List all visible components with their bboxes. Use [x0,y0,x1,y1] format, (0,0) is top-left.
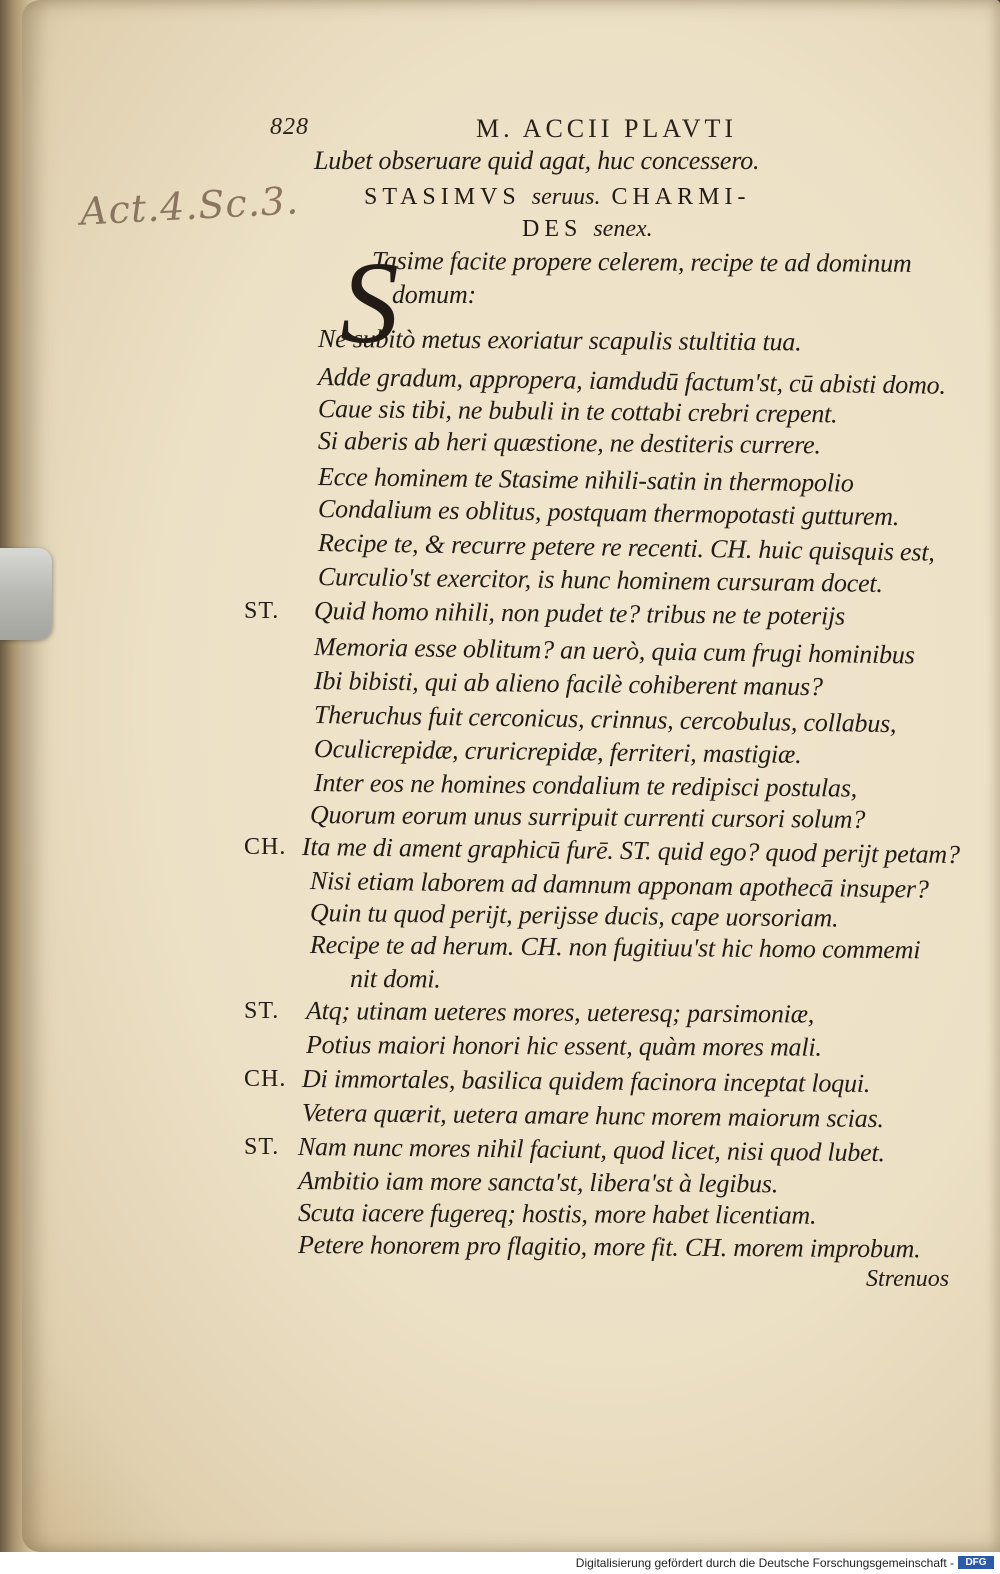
speaker-label: CH. [244,834,287,860]
verse-line: Ne subitò metus exoriatur scapulis stultitia tua. [317,324,802,357]
verse-line: Si aberis ab heri quæstione, ne destiteris currere. [317,426,821,460]
page-clip [0,548,52,640]
first-line: Lubet obseruare quid agat, huc concessero. [314,146,760,175]
verse-line: Quin tu quod perijt, perijsse ducis, cape uorsoriam. [309,898,839,933]
verse-line: Memoria esse oblitum? an uerò, quia cum frugi hominibus [313,632,915,670]
drop-cap: S [340,237,399,368]
verse-line: Quorum eorum unus surripuit currenti cursori solum? [309,800,866,834]
verse-line: Nam nunc mores nihil faciunt, quod licet, nisi quod lubet. [297,1132,885,1168]
verse-line: Nisi etiam laborem ad damnum apponam apothecā insuper? [309,866,929,904]
speaker-role-1: seruus. [531,184,601,210]
speaker-label: ST. [244,598,280,624]
verse-line: Scuta iacere fugereq; hostis, more habet licentiam. [297,1198,817,1230]
page-number: 828 [270,114,309,140]
speaker-name-1: STASIMVS [364,184,521,210]
verse-line: Theruchus fuit cerconicus, crinnus, cercobulus, collabus, [313,700,897,739]
verse-line: Tasime facite propere celerem, recipe te ad dominum [371,246,912,278]
dfg-logo: DFG [958,1556,994,1569]
running-head: M. ACCII PLAVTI [476,114,738,143]
book-page [22,0,1000,1552]
margin-annotation: Act.4.Sc.3. [78,178,300,234]
verse-line: Atq; utinam ueteres mores, ueteresq; parsimoniæ, [305,996,815,1029]
verse-line: Adde gradum, appropera, iamdudū factum'st, cū abisti domo. [317,362,946,400]
verse-line: Oculicrepidæ, cruricrepidæ, ferriteri, mastigiæ. [313,734,802,769]
speaker-label: ST. [244,1134,280,1160]
verse-line: Petere honorem pro flagitio, more fit. CH. morem improbum. [297,1230,921,1264]
verse-line: Ita me di ament graphicū furē. ST. quid ego? quod perijt petam? [301,832,960,870]
verse-line: Di immortales, basilica quidem facinora inceptat loqui. [301,1064,871,1098]
verse-line: Condalium es oblitus, postquam thermopotasti gutturem. [317,494,900,532]
verse-line: Ibi bibisti, qui ab alieno facilè cohiberent manus? [313,666,823,702]
catchword: Strenuos [866,1266,950,1292]
verse-line: Vetera quærit, uetera amare hunc morem maiorum scias. [301,1098,884,1134]
speaker-label: CH. [244,1066,287,1092]
verse-line: Recipe te ad herum. CH. non fugitiuu'st hic homo commemi [309,930,921,965]
verse-line: Quid homo nihili, non pudet te? tribus ne te poterijs [313,596,846,631]
verse-line: Curculio'st exercitor, is hunc hominem cursuram docet. [317,562,883,598]
digitization-footer [0,1552,1000,1574]
speaker-name-2b: DES [522,216,583,242]
scene-heading-line-2 [522,216,653,243]
footer-credit: Digitalisierung gefördert durch die Deutsche Forschungsgemeinschaft - [575,1556,954,1570]
verse-line: Caue sis tibi, ne bubuli in te cottabi crebri crepent. [317,394,838,429]
scene-heading-line-1 [364,184,750,211]
verse-line: Recipe te, & recurre petere re recenti. CH. huic quisquis est, [317,528,935,567]
verse-line: Potius maiori honori hic essent, quàm mores mali. [305,1030,822,1062]
speaker-name-2a: CHARMI- [611,184,751,210]
verse-line: nit domi. [349,964,441,994]
speaker-role-2: senex. [593,216,653,242]
verse-line: domum: [392,280,477,309]
verse-line: Ecce hominem te Stasime nihili-satin in thermopolio [317,462,854,498]
verse-line: Ambitio iam more sancta'st, libera'st à legibus. [297,1166,779,1199]
verse-line: Inter eos ne homines condalium te redipisci postulas, [313,768,858,803]
speaker-label: ST. [244,998,280,1024]
